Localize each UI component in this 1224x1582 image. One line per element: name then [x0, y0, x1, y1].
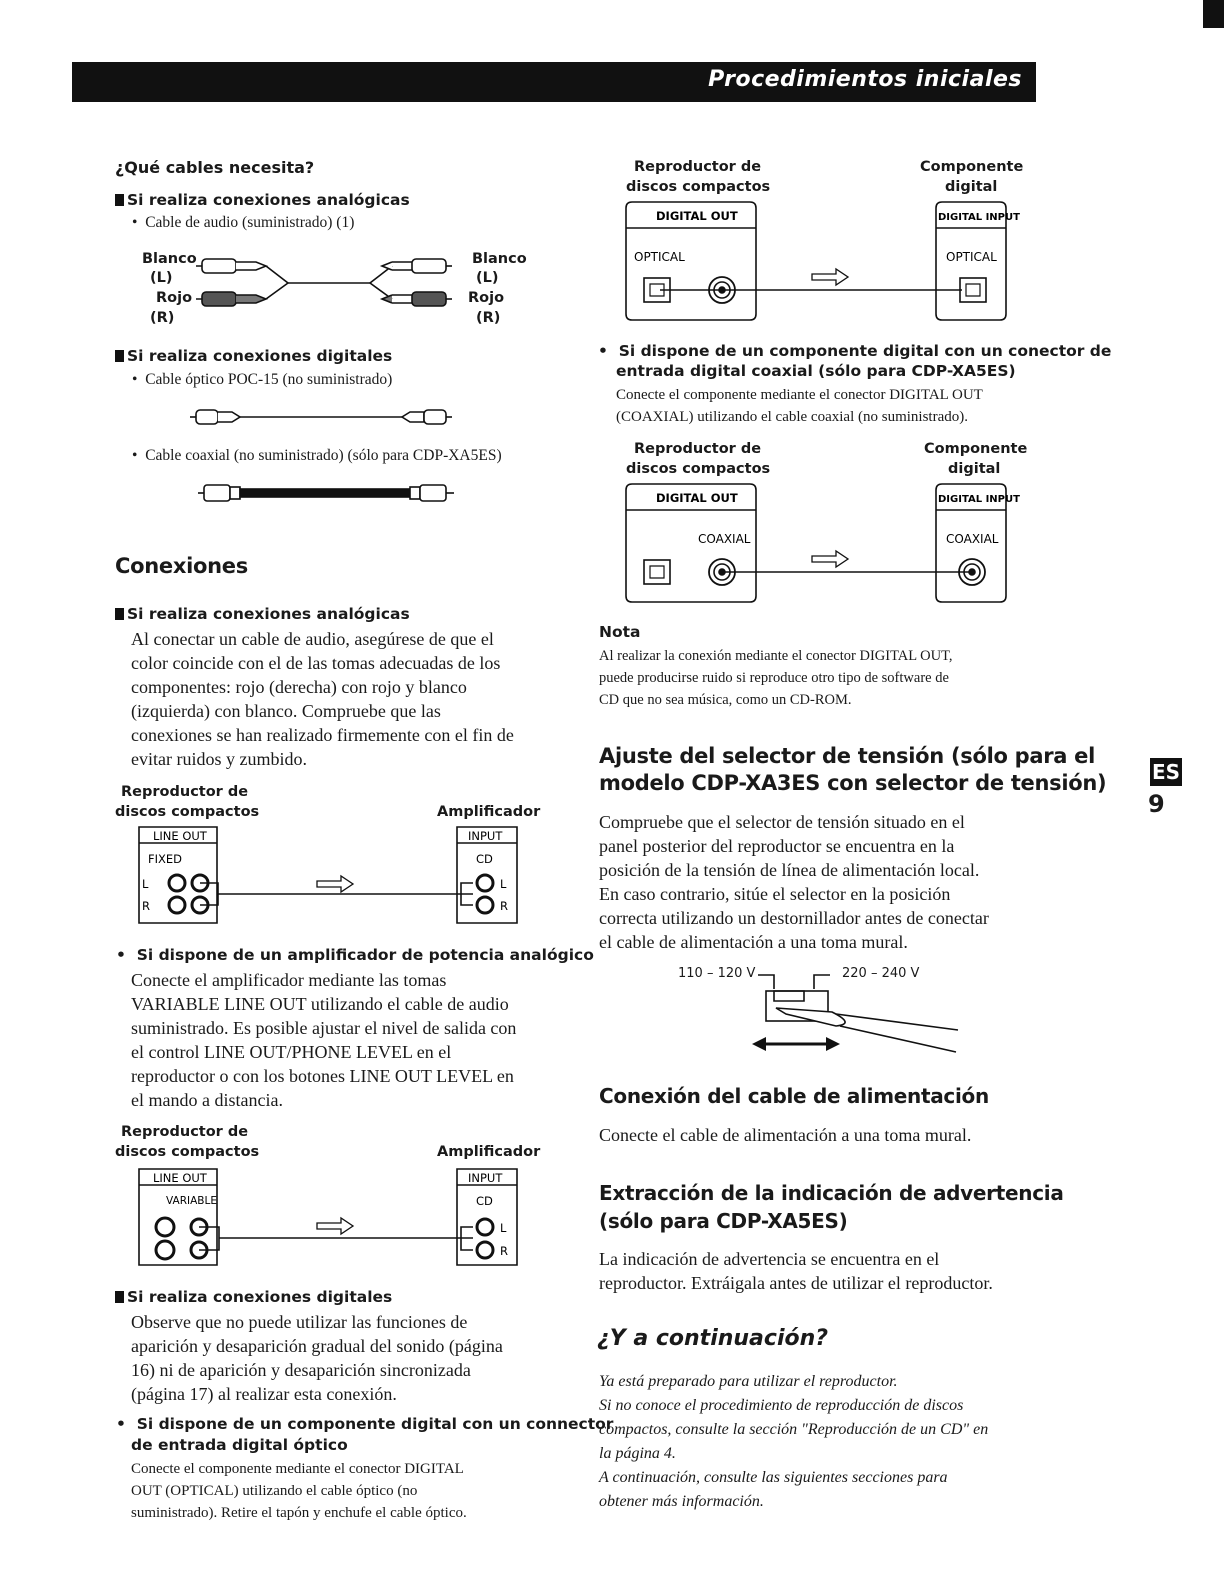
section-title: Procedimientos iniciales [708, 67, 1022, 92]
digital-out-label: DIGITAL OUT [656, 209, 738, 223]
voltage-selector-heading [599, 743, 1106, 797]
digital-input-label: DIGITAL INPUT [938, 212, 1020, 223]
coaxial-in-label: COAXIAL [946, 532, 999, 546]
optical-connection-drawing [622, 198, 1022, 326]
line-out-label: LINE OUT [153, 1171, 207, 1185]
cd-player-label: discos compactos [626, 461, 771, 477]
note-heading: Nota [599, 623, 641, 641]
coaxial-component-heading: • Si dispone de un componente digital con un conector de [598, 342, 1112, 360]
connections-heading: Conexiones [115, 554, 248, 578]
next-steps-heading: ¿Y a continuación? [597, 1326, 829, 1351]
input-label: INPUT [468, 829, 503, 843]
text-line: (página 17) al realizar esta conexión. [131, 1384, 397, 1404]
text-line: VARIABLE LINE OUT utilizando el cable de audio [131, 994, 509, 1014]
heading-line: (sólo para CDP-XA5ES) [599, 1209, 848, 1233]
text-line: evitar ruidos y zumbido. [131, 749, 307, 769]
text-line: el cable de alimentación a una toma mural. [599, 932, 908, 952]
warning-removal-heading [599, 1179, 1064, 1235]
optical-connection-diagram [622, 158, 1022, 326]
optical-in-label: OPTICAL [946, 250, 997, 264]
text-line: (izquierda) con blanco. Compruebe que las [131, 701, 441, 721]
text-line: conexiones se han realizado firmemente con el fin de [131, 725, 514, 745]
left-channel-label: L [500, 877, 507, 891]
text-line: componentes: rojo (derecha) con rojo y blanco [131, 677, 467, 697]
left-channel-label: L [500, 1221, 507, 1235]
text-line: Ya está preparado para utilizar el reproductor. [599, 1373, 898, 1390]
page-number: 9 [1148, 790, 1165, 818]
text-line: Conecte el componente mediante el conector DIGITAL [131, 1461, 464, 1477]
text-line: suministrado). Retire el tapón y enchufe el cable óptico. [131, 1505, 467, 1521]
plug-label-white-right-ch: (L) [476, 270, 499, 286]
text-line: Al realizar la conexión mediante el conector DIGITAL OUT, [599, 648, 953, 664]
note-text [599, 645, 1039, 711]
cd-input-label: CD [476, 852, 493, 866]
audio-cable-diagram [120, 246, 540, 331]
text-line: Compruebe que el selector de tensión situado en el [599, 812, 965, 832]
coaxial-cable-drawing [196, 480, 468, 506]
left-channel-label: L [142, 877, 149, 891]
digital-input-label: DIGITAL INPUT [938, 494, 1020, 505]
text-line: Si no conoce el procedimiento de reproducción de discos [599, 1397, 964, 1414]
text-line: A continuación, consulte las siguientes secciones para [599, 1469, 948, 1486]
text-line: suministrado. Es posible ajustar el nivel de salida con [131, 1018, 517, 1038]
page-edge-tab [1203, 0, 1224, 28]
power-amp-heading: • Si dispone de un amplificador de potencia analógico [116, 946, 594, 964]
text-line: OUT (OPTICAL) utilizando el cable óptico (no [131, 1483, 418, 1499]
text-line: aparición y desaparición gradual del sonido (página [131, 1336, 503, 1356]
text-line: Observe que no puede utilizar las funciones de [131, 1312, 468, 1332]
digital-out-label: DIGITAL OUT [656, 491, 738, 505]
optical-component-heading: • Si dispone de un componente digital con un connector [116, 1415, 614, 1433]
plug-label-red-right: Rojo [468, 290, 505, 306]
power-cable-text: Conecte el cable de alimentación a una toma mural. [599, 1125, 972, 1145]
plug-label-white-right: Blanco [472, 251, 527, 267]
text-line: reproductor o con los botones LINE OUT LEVEL en [131, 1066, 514, 1086]
digital-component-label: Componente [920, 159, 1024, 175]
cd-player-label: discos compactos [626, 179, 771, 195]
text-line: La indicación de advertencia se encuentra en el [599, 1249, 940, 1269]
text-line: la página 4. [599, 1445, 676, 1462]
fixed-label: FIXED [148, 852, 183, 866]
cd-input-label: CD [476, 1194, 493, 1208]
analog-fixed-drawing [113, 823, 543, 928]
coaxial-connection-diagram [622, 440, 1028, 608]
text-line: Al conectar un cable de audio, asegúrese de que el [131, 629, 494, 649]
heading-line: modelo CDP-XA3ES con selector de tensión) [599, 771, 1107, 795]
text-line: el mando a distancia. [131, 1090, 283, 1110]
line-out-label: LINE OUT [153, 829, 207, 843]
heading-line: Extracción de la indicación de advertencia [599, 1181, 1064, 1205]
text-line: 16) ni de aparición y desaparición sincronizada [131, 1360, 471, 1380]
language-tab: ES [1151, 760, 1181, 784]
optical-component-heading-2: de entrada digital óptico [131, 1436, 348, 1454]
cd-player-label: Reproductor de [634, 159, 762, 175]
coaxial-component-heading-2: entrada digital coaxial (sólo para CDP-XA5ES) [616, 362, 1016, 380]
voltage-selector-text [599, 810, 1039, 954]
right-channel-label: R [500, 899, 508, 913]
text-line: Conecte el amplificador mediante las tomas [131, 970, 447, 990]
text-line: compactos, consulte la sección "Reproducción de un CD" en [599, 1421, 989, 1438]
amplifier-label: Amplificador [437, 1144, 541, 1160]
right-channel-label: R [142, 899, 150, 913]
power-cable-heading: Conexión del cable de alimentación [599, 1084, 989, 1108]
analog-fixed-diagram [113, 783, 543, 928]
screwdriver-drawing [676, 964, 976, 1060]
text-line: puede producirse ruido si reproduce otro tipo de software de [599, 670, 949, 686]
amplifier-label: Amplificador [437, 804, 541, 820]
analog-variable-drawing [113, 1163, 543, 1273]
text-line: En caso contrario, sitúe el selector en la posición [599, 884, 951, 904]
analog-cable-item: • Cable de audio (suministrado) (1) [132, 214, 355, 231]
optical-cable-item: • Cable óptico POC-15 (no suministrado) [132, 371, 393, 388]
text-line: obtener más información. [599, 1493, 764, 1510]
text-line: (COAXIAL) utilizando el cable coaxial (no suministrado). [616, 409, 968, 425]
voltage-low-label: 110 – 120 V [678, 966, 756, 981]
heading-line: Ajuste del selector de tensión (sólo para el [599, 744, 1095, 768]
next-steps-text [599, 1370, 1059, 1514]
power-amp-text [131, 968, 561, 1112]
plug-label-red-right-ch: (R) [476, 310, 501, 326]
voltage-high-label: 220 – 240 V [842, 966, 920, 981]
cd-player-label: Reproductor de [634, 441, 762, 457]
cd-player-label: Reproductor de [121, 784, 249, 800]
cd-player-label: discos compactos [115, 1144, 260, 1160]
section-header-bar [72, 62, 1036, 102]
analog-connections-heading: Si realiza conexiones analógicas [115, 605, 410, 623]
analog-connections-text [131, 627, 561, 771]
voltage-selector-diagram [676, 964, 976, 1060]
audio-cable-drawing [120, 246, 540, 331]
text-line: posición de la tensión de línea de alimentación local. [599, 860, 980, 880]
input-label: INPUT [468, 1171, 503, 1185]
right-channel-label: R [500, 1244, 508, 1258]
digital-component-label: digital [945, 179, 998, 195]
text-line: CD que no sea música, como un CD-ROM. [599, 692, 852, 708]
text-line: el control LINE OUT/PHONE LEVEL en el [131, 1042, 452, 1062]
digital-component-label: digital [948, 461, 1001, 477]
plug-label-white-left: Blanco [142, 251, 197, 267]
cables-heading: ¿Qué cables necesita? [115, 158, 315, 177]
coaxial-component-text [616, 384, 1046, 428]
variable-label: VARIABLE [166, 1195, 217, 1207]
plug-label-red-left: Rojo [156, 290, 193, 306]
analog-cables-heading: Si realiza conexiones analógicas [115, 191, 410, 209]
analog-variable-diagram [113, 1123, 543, 1273]
optical-component-text [131, 1458, 561, 1524]
coaxial-cable-item: • Cable coaxial (no suministrado) (sólo para CDP-XA5ES) [132, 447, 502, 464]
optical-out-label: OPTICAL [634, 250, 685, 264]
text-line: panel posterior del reproductor se encuentra en la [599, 836, 955, 856]
text-line: correcta utilizando un destornillador antes de conectar [599, 908, 989, 928]
warning-removal-text [599, 1247, 1059, 1295]
text-line: Conecte el componente mediante el conector DIGITAL OUT [616, 387, 983, 403]
plug-label-red-left-ch: (R) [150, 310, 175, 326]
digital-component-label: Componente [924, 441, 1028, 457]
digital-connections-heading: Si realiza conexiones digitales [115, 1288, 392, 1306]
text-line: reproductor. Extráigala antes de utilizar el reproductor. [599, 1273, 993, 1293]
cd-player-label: discos compactos [115, 804, 260, 820]
coaxial-connection-drawing [622, 480, 1022, 608]
plug-label-white-left-ch: (L) [150, 270, 173, 286]
text-line: color coincide con el de las tomas adecuadas de los [131, 653, 501, 673]
optical-cable-drawing [188, 404, 468, 430]
coaxial-out-label: COAXIAL [698, 532, 751, 546]
digital-connections-text [131, 1310, 561, 1406]
digital-cables-heading: Si realiza conexiones digitales [115, 347, 392, 365]
cd-player-label: Reproductor de [121, 1124, 249, 1140]
